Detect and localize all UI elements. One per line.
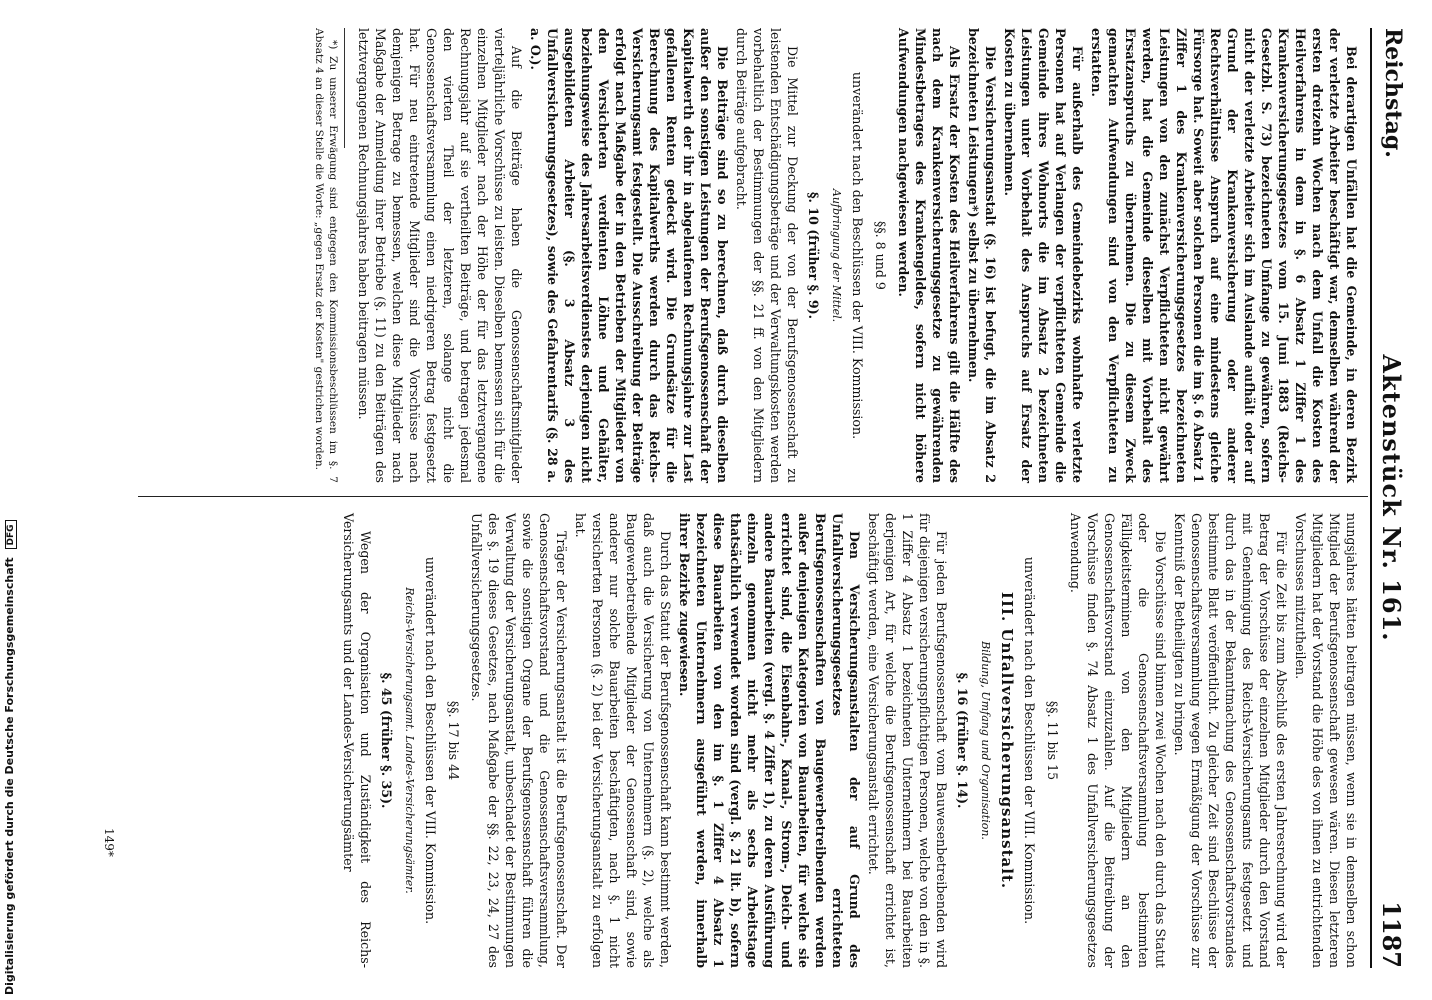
paragraph: Auf die Beiträge haben die Genossenschaftsmitglieder vierteljährliche Vorschüsse zu leisten. Dieselben bemessen sich für die einzelnen Mitglieder nach der Höhe der für das letztvergangene Rechnungsjahr auf sie vertheilten Beiträge, und betragen jedesmal den vierten Theil der letzteren, solange nicht die Genossenschaftsversammlung einen niedrigeren Betrag festgesetzt hat. Für neu eintretende Mitglieder sind die Vorschüsse nach demjenigen Betrage zu bemessen, welchen diese Mitglieder nach Maßgabe der Anmeldung ihrer Betriebe (§. 11) zu den Beiträgen des letztvergangenen Rechnungsjahres haben beitragen müssen. bbox=[356, 28, 524, 483]
dfg-logo-icon: DFG bbox=[5, 520, 17, 549]
credit-text: Digitalisierung gefördert durch die Deutsche Forschungsgemeinschaft bbox=[3, 557, 16, 995]
section-heading: §. 16 (früher §. 14). bbox=[955, 672, 970, 809]
header-left: Reichstag. bbox=[1380, 28, 1406, 158]
page-number: 1187 bbox=[1377, 901, 1406, 968]
paragraph: Träger der Versicherungsanstalt ist die Berufsgenossenschaft. Der Genossenschaftsvorstand und die Genossenschaftsversammlung, sowie die sonstigen Organe der Berufsgenossenschaft führen die Verwaltung der Versicherungsanstalt, unbeschadet der Bestimmungen des §. 19 dieses Gesetzes, nach Maßgabe der §§. 22, 23, 24, 27 des Unfallversicherungsgesetzes. bbox=[469, 513, 569, 968]
paragraph: Den Versicherungsanstalten der auf Grund des Unfallversicherungsgesetzes errichteten Berufsgenossenschaften von Baugewerbetreibenden werden außer denjenigen Kategorien von Bauarbeiten, für welche sie errichtet sind, die Eisenbahn-, Kanal-, Strom-, Deich- und andere Bauarbeiten (vergl. §. 4 Ziffer 1), zu deren Ausführung einzeln genommen nicht mehr als sechs Arbeitstage thatsächlich verwendet worden sind (vergl. §. 21 lit. b), sofern diese Bauarbeiten von den im §. 1 Ziffer 4 Absatz 1 bezeichneten Unternehmern ausgeführt werden, innerhalb ihrer Bezirke zugewiesen. bbox=[677, 513, 862, 968]
footnote: *) Zu unserer Erwägung sind entgegen den Kommissionsbeschlüssen im §. 7 Absatz 4 an dieser Stelle die Worte: „gegen Ersatz der Kosten" gestrichen worden. bbox=[313, 28, 339, 483]
signature-mark: 149* bbox=[102, 828, 116, 857]
paragraph: Für außerhalb des Gemeindebezirks wohnhafte verletzte Personen hat auf Verlangen der verpflichteten Gemeinde die Gemeinde ihres Wohnorts die im Absatz 2 bezeichneten Leistungen unter Vorbehalt des Anspruchs auf Ersatz der Kosten zu übernehmen. bbox=[1002, 28, 1085, 483]
document-page bbox=[16, 8, 1416, 988]
paragraph: nungsjahres hätten beitragen müssen, wenn sie in demselben schon Mitglied der Berufsgenossenschaft gewesen wären. Diesen letzteren Mitgliedern hat der Vorstand die Höhe des von ihnen zu entrichtenden Vorschusses mitzutheilen. bbox=[1293, 513, 1359, 968]
section-note: unverändert nach den Beschlüssen der VIII. Kommission. bbox=[1022, 556, 1037, 925]
header-rule bbox=[1370, 28, 1372, 968]
section-subheading: Bildung, Umfang und Organisation. bbox=[979, 641, 992, 840]
right-column bbox=[338, 513, 1360, 968]
paragraph: Die Mittel zur Deckung der von der Berufsgenossenschaft zu leistenden Entschädigungsbeträge und der Verwaltungskosten werden vorbehaltlich der Bestimmungen der §§. 21 ff. von den Mitgliedern durch Beiträge aufgebracht. bbox=[734, 28, 800, 483]
paragraph: Für die Zeit bis zum Abschluß des ersten Jahresrechnung wird der Betrag der Vorschüsse der einzelnen Mitglieder durch den Vorstand mit Genehmigung des Reichs-Versicherungsamts festgesetzt und durch das in der Bekanntmachung des Genossenschaftsvorstandes bestimmte Blatt veröffentlicht. Zu gleicher Zeit sind Beschlüsse der Genossenschaftsversammlung wegen Ermäßigung der Vorschüsse zur Kenntniß der Betheiligten zu bringen. bbox=[1172, 513, 1289, 968]
column-divider bbox=[138, 496, 1368, 497]
section-note: unverändert nach den Beschlüssen der VIII. Kommission. bbox=[850, 71, 865, 440]
page-header bbox=[1374, 28, 1410, 968]
section-heading: §§. 17 bis 44 bbox=[446, 700, 461, 781]
section-heading: §§. 8 und 9 bbox=[873, 221, 888, 290]
paragraph: Die Versicherungsanstalt (§. 16) ist befugt, die im Absatz 2 bezeichneten Leistungen*) selbst zu übernehmen. bbox=[966, 28, 998, 483]
paragraph: Die Beiträge sind so zu berechnen, daß durch dieselben außer den sonstigen Leistungen der Berufsgenossenschaft der Kapitalwerth der ihr in abgelaufenen Rechnungsjahre zur Last gefallenen Renten gedeckt wird. Die Grundsätze für die Berechnung des Kapitalwerths werden durch das Reichs-Versicherungsamt festgestellt. Die Ausschreibung der Beiträge erfolgt nach Maßgabe der in den Betrieben der Mitglieder von den Versicherten verdienten Löhne und Gehälter, beziehungsweise des Jahresarbeitsverdienstes derjenigen nicht ausgebildeten Arbeiter (§. 3 Absatz 3 des Unfallversicherungsgesetzes), sowie des Gefahrentarifs (§. 28 a. a. O.). bbox=[528, 28, 730, 483]
paragraph: Für jeden Berufsgenossenschaft vom Bauwesenbetreibenden wird für diejenigen versicherungspflichtigen Personen, welche von den in §. 1 Ziffer 4 Absatz 1 bezeichneten Unternehmern bei Bauarbeiten derjenigen Art, für welche die Berufsgenossenschaft errichtet ist, beschäftigt werden, eine Versicherungsanstalt errichtet. bbox=[866, 513, 949, 968]
section-subheading: Aufbringung der Mittel. bbox=[830, 188, 843, 323]
paragraph: Die Vorschüsse sind binnen zwei Wochen nach den durch das Statut oder die Genossenschaftsversammlung bestimmten Fälligkeitsterminen von den Mitgliedern an den Genossenschaftsvorstand einzuzahlen. Auf die Beitreibung der Vorschüsse finden §. 74 Absatz 1 des Unfallversicherungsgesetzes Anwendung. bbox=[1068, 513, 1168, 968]
paragraph: Als Ersatz der Kosten des Heilverfahrens gilt die Hälfte des nach dem Krankenversicherungsgesetze zu gewährenden Mindestbetrages des Krankengeldes, sofern nicht höhere Aufwendungen nachgewiesen werden. bbox=[896, 28, 962, 483]
footnote-rule bbox=[344, 28, 345, 148]
digitization-credit-bar bbox=[0, 0, 20, 1000]
section-heading: §§. 11 bis 15 bbox=[1045, 700, 1060, 781]
section-note: unverändert nach den Beschlüssen der VIII. Kommission. bbox=[423, 556, 438, 925]
section-heading: §. 45 (früher §. 35). bbox=[379, 672, 394, 809]
left-column bbox=[310, 28, 1360, 483]
section-heading: §. 10 (früher §. 9). bbox=[806, 191, 821, 320]
paragraph: Durch das Statut der Berufsgenossenschaft kann bestimmt werden, daß auch die Versicherung von Unternehmern (§. 2), welche als Baugewerbetreibende Mitglieder der Genossenschaft sind, sowie anderer nur solche Bauarbeiten beschäftigten, nach §. 1 nicht versicherten Personen (§. 2) bei der Versicherungsanstalt zu erfolgen hat. bbox=[573, 513, 673, 968]
header-center: Aktenstück Nr. 161. bbox=[1377, 354, 1406, 642]
paragraph: Bei derartigen Unfällen hat die Gemeinde, in deren Bezirk der verletzte Arbeiter beschäftigt war, demselben während der ersten dreizehn Wochen nach dem Unfall die Kosten des Heilverfahrens in dem in §. 6 Absatz 1 Ziffer 1 des Krankenversicherungsgesetzes vom 15. Juni 1883 (Reichs-Gesetzbl. S. 73) bezeichneten Umfange zu gewähren, sofern nicht der verletzte Arbeiter sich im Auslande aufhält oder auf Grund der Krankenversicherung oder anderer Rechtsverhältnisse Anspruch auf eine mindestens gleiche Fürsorge hat. Soweit aber solchen Personen die im §. 6 Absatz 1 Ziffer 1 des Krankenversicherungsgesetzes bezeichneten Leistungen von den zunächst Verpflichteten nicht gewährt werden, hat die Gemeinde dieselben mit Vorbehalt des Ersatzanspruchs zu übernehmen. Die zu diesem Zweck gemachten Aufwendungen sind von den Verpflichteten zu erstatten. bbox=[1089, 28, 1359, 483]
section-title: III. Unfallversicherungsanstalt. bbox=[998, 591, 1016, 890]
section-subheading: Reichs-Versicherungsamt. Landes-Versicherungsämter. bbox=[403, 587, 416, 894]
paragraph: Wegen der Organisation und Zuständigkeit des Reichs-Versicherungsamts und der Landes-Versicherungsämter bbox=[341, 513, 373, 968]
